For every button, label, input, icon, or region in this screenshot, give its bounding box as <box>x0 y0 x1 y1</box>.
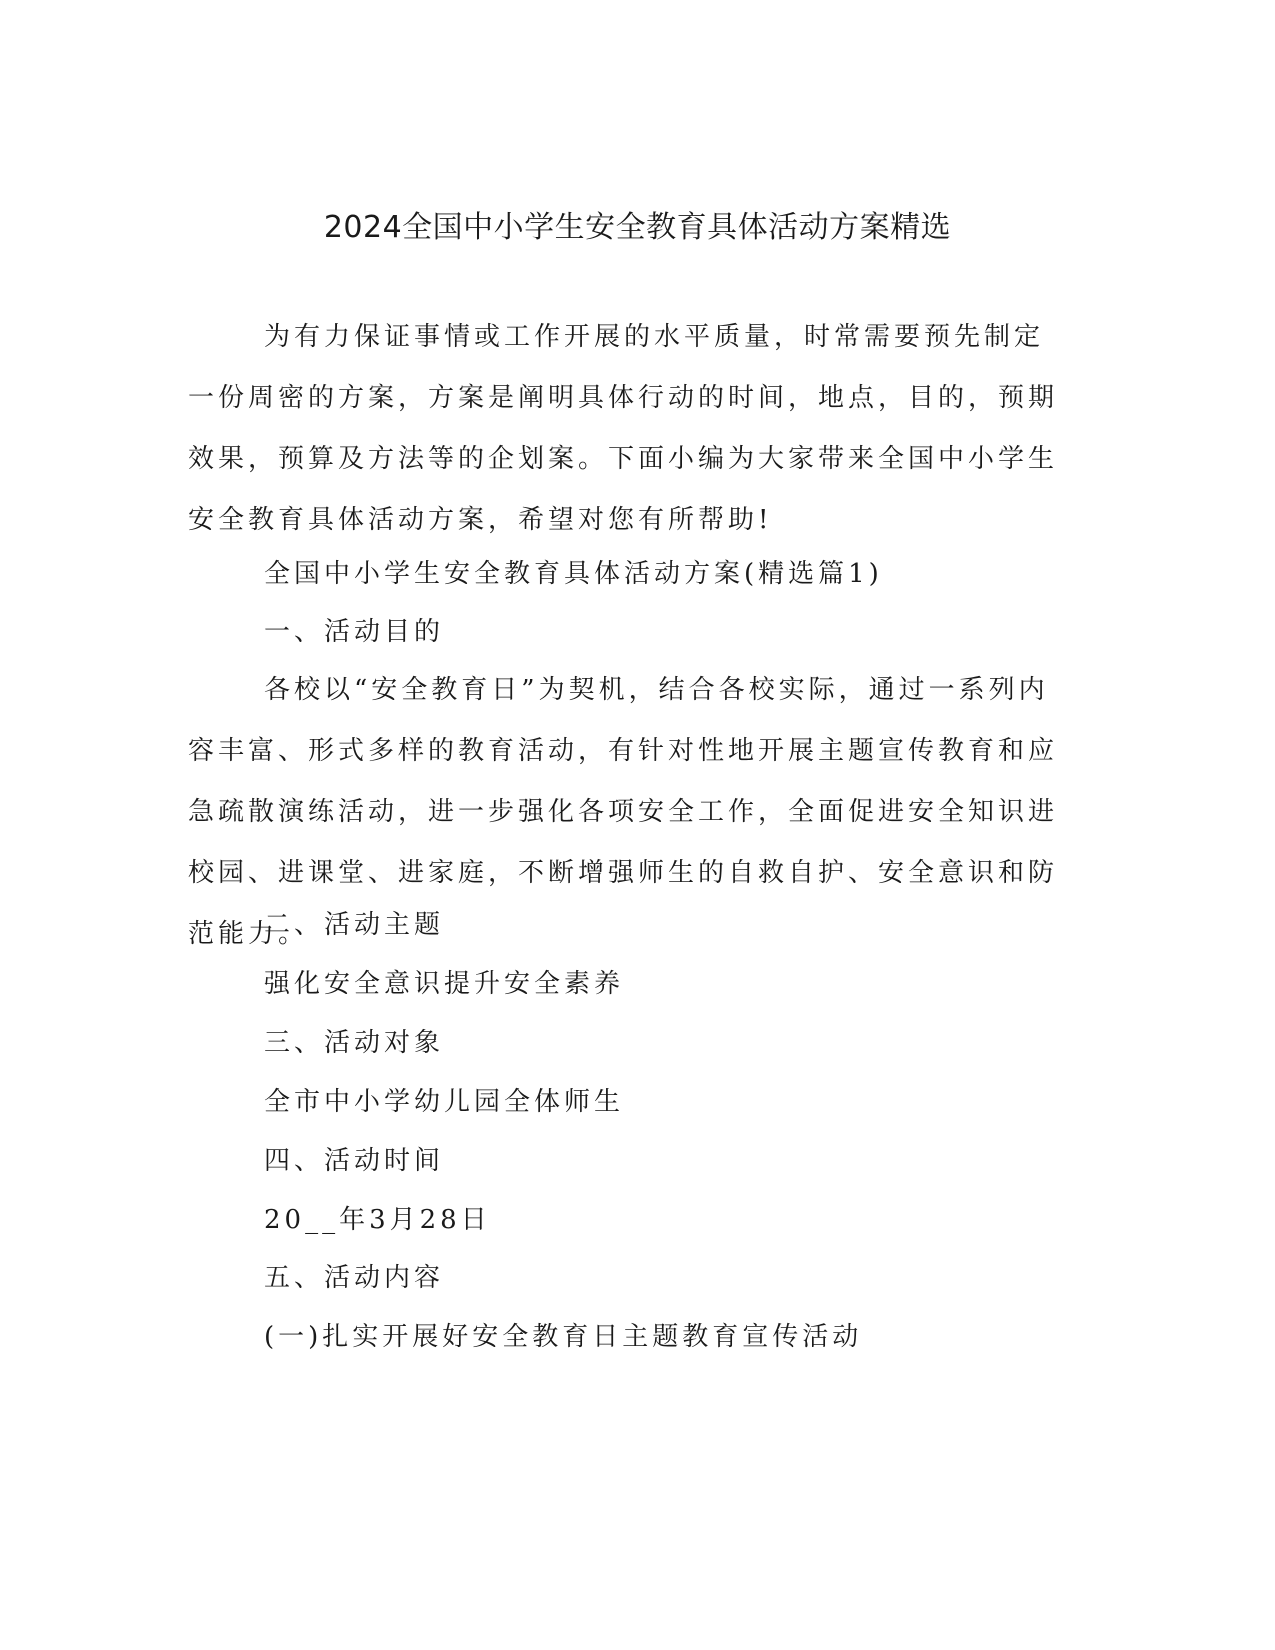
date-text: 20__年3月28日 <box>264 1205 491 1235</box>
audience-text: 全市中小学幼儿园全体师生 <box>264 1087 625 1117</box>
intro-paragraph: 为有力保证事情或工作开展的水平质量，时常需要预先制定一份周密的方案，方案是阐明具体行动的时间，地点，目的，预期效果，预算及方法等的企划案。下面小编为大家带来全国中小学生安全教育具体活动方案，希望对您有所帮助! <box>188 322 1059 535</box>
document-title: 2024全国中小学生安全教育具体活动方案精选 <box>323 210 952 245</box>
section-title: 全国中小学生安全教育具体活动方案(精选篇1) <box>264 559 883 589</box>
purpose-paragraph: 各校以“安全教育日”为契机，结合各校实际，通过一系列内容丰富、形式多样的教育活动，有针对性地开展主题宣传教育和应急疏散演练活动，进一步强化各项安全工作，全面促进安全知识进校园、进课堂、进家庭，不断增强师生的自救自护、安全意识和防范能力。 <box>188 675 1059 949</box>
heading-purpose: 一、活动目的 <box>264 617 445 647</box>
heading-time: 四、活动时间 <box>264 1146 445 1176</box>
heading-theme: 二、活动主题 <box>264 910 445 940</box>
theme-text: 强化安全意识提升安全素养 <box>264 969 625 999</box>
subheading-activity: (一)扎实开展好安全教育日主题教育宣传活动 <box>264 1322 863 1352</box>
heading-audience: 三、活动对象 <box>264 1028 445 1058</box>
heading-content: 五、活动内容 <box>264 1263 445 1293</box>
